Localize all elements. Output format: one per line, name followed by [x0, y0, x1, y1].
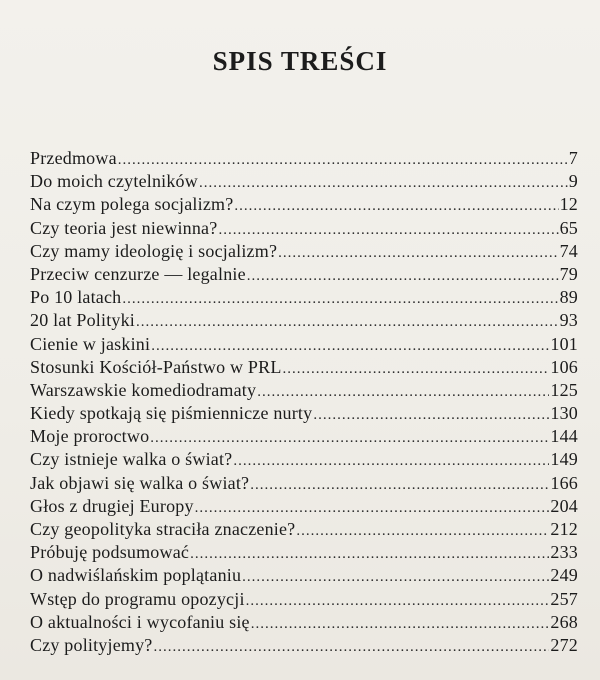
toc-dot-leader: [218, 219, 558, 240]
toc-entry: [30, 541, 578, 564]
toc-entry: [30, 170, 578, 193]
toc-entry-title: Moje proroctwo: [30, 426, 150, 447]
toc-dot-leader: [199, 172, 568, 193]
page-title: SPIS TREŚCI: [212, 46, 388, 76]
toc-entry: [30, 379, 578, 402]
toc-entry-page-number: 272: [550, 634, 578, 655]
toc-entry-page-number: 257: [550, 588, 578, 609]
toc-dot-leader: [247, 265, 559, 286]
table-of-contents: [30, 147, 578, 657]
toc-entry-page-number: 65: [559, 217, 578, 238]
toc-entry-title: Przeciw cenzurze — legalnie: [30, 263, 246, 284]
toc-entry-title: Po 10 latach: [30, 287, 122, 308]
toc-entry-page-number: 212: [550, 519, 578, 539]
toc-entry-page-number: 130: [550, 403, 578, 424]
toc-dot-leader: [151, 335, 549, 356]
toc-dot-leader: [278, 242, 558, 263]
toc-entry-title: Do moich czytelników: [30, 171, 198, 192]
toc-entry-title: Wstęp do programu opozycji: [30, 588, 245, 609]
toc-entry: [30, 611, 578, 634]
toc-entry: [30, 564, 578, 587]
toc-entry-title: Czy mamy ideologię i socjalizm?: [30, 240, 278, 261]
toc-entry-page-number: 268: [550, 611, 578, 632]
toc-entry: [30, 193, 578, 216]
toc-entry-title: Głos z drugiej Europy: [30, 495, 194, 516]
toc-entry: [30, 309, 578, 332]
toc-entry-page-number: 106: [550, 356, 578, 377]
toc-dot-leader: [118, 149, 568, 170]
toc-entry-page-number: 7: [568, 148, 578, 168]
toc-dot-leader: [242, 566, 549, 587]
toc-dot-leader: [250, 474, 549, 495]
toc-entry: [30, 147, 578, 170]
toc-dot-leader: [246, 590, 550, 611]
toc-entry-page-number: 149: [550, 449, 578, 470]
toc-dot-leader: [283, 358, 550, 379]
toc-entry-page-number: 101: [550, 333, 578, 354]
toc-entry-title: Jak objawi się walka o świat?: [30, 472, 250, 493]
toc-entry-title: Kiedy spotkają się piśmiennicze nurty: [30, 403, 313, 424]
toc-entry-page-number: 74: [559, 240, 578, 261]
toc-entry-page-number: 79: [559, 263, 578, 284]
toc-entry-page-number: 249: [550, 565, 578, 586]
toc-entry-page-number: 89: [559, 287, 578, 308]
toc-dot-leader: [195, 497, 550, 518]
toc-entry-title: Czy teoria jest niewinna?: [30, 217, 218, 238]
toc-entry-title: Na czym polega socjalizm?: [30, 194, 234, 215]
toc-entry: [30, 495, 578, 518]
toc-entry: [30, 472, 578, 495]
toc-entry-page-number: 93: [559, 310, 578, 331]
toc-entry-title: Czy geopolityka straciła znaczenie?: [30, 519, 296, 539]
toc-entry-title: Warszawskie komediodramaty: [30, 379, 257, 400]
toc-entry: [30, 588, 578, 611]
toc-entry-title: Czy istnieje walka o świat?: [30, 449, 233, 470]
toc-entry-page-number: 204: [550, 495, 578, 516]
toc-dot-leader: [234, 195, 558, 216]
toc-entry: [30, 333, 578, 356]
toc-dot-leader: [257, 381, 549, 402]
toc-entry-title: Czy polityjemy?: [30, 634, 153, 655]
toc-dot-leader: [136, 311, 559, 332]
toc-entry-title: Cienie w jaskini: [30, 333, 151, 354]
toc-entry-page-number: 233: [550, 542, 578, 563]
toc-entry: [30, 240, 578, 263]
toc-dot-leader: [153, 636, 549, 657]
toc-entry-title: O nadwiślańskim poplątaniu: [30, 565, 242, 586]
toc-entry: [30, 356, 578, 379]
toc-entry: [30, 217, 578, 240]
toc-dot-leader: [122, 288, 558, 309]
toc-entry-title: 20 lat Polityki: [30, 310, 136, 331]
toc-entry: [30, 263, 578, 286]
toc-entry-title: O aktualności i wycofaniu się: [30, 611, 250, 632]
toc-entry: [30, 448, 578, 471]
toc-entry: [30, 425, 578, 448]
toc-dot-leader: [190, 543, 549, 564]
toc-entry-page-number: 9: [568, 171, 578, 192]
toc-entry: [30, 286, 578, 309]
toc-dot-leader: [296, 520, 549, 541]
toc-entry-title: Stosunki Kościół-Państwo w PRL: [30, 356, 282, 377]
toc-entry: [30, 634, 578, 657]
toc-entry-page-number: 125: [550, 379, 578, 400]
toc-entry: [30, 402, 578, 425]
toc-entry-title: Przedmowa: [30, 148, 117, 168]
toc-entry-page-number: 166: [550, 472, 578, 493]
toc-dot-leader: [150, 427, 549, 448]
toc-entry-page-number: 12: [559, 194, 578, 215]
toc-entry-page-number: 144: [550, 426, 578, 447]
toc-dot-leader: [251, 613, 550, 634]
toc-dot-leader: [313, 404, 549, 425]
toc-dot-leader: [233, 450, 549, 471]
toc-entry-title: Próbuję podsumować: [30, 542, 190, 563]
toc-entry: [30, 518, 578, 541]
